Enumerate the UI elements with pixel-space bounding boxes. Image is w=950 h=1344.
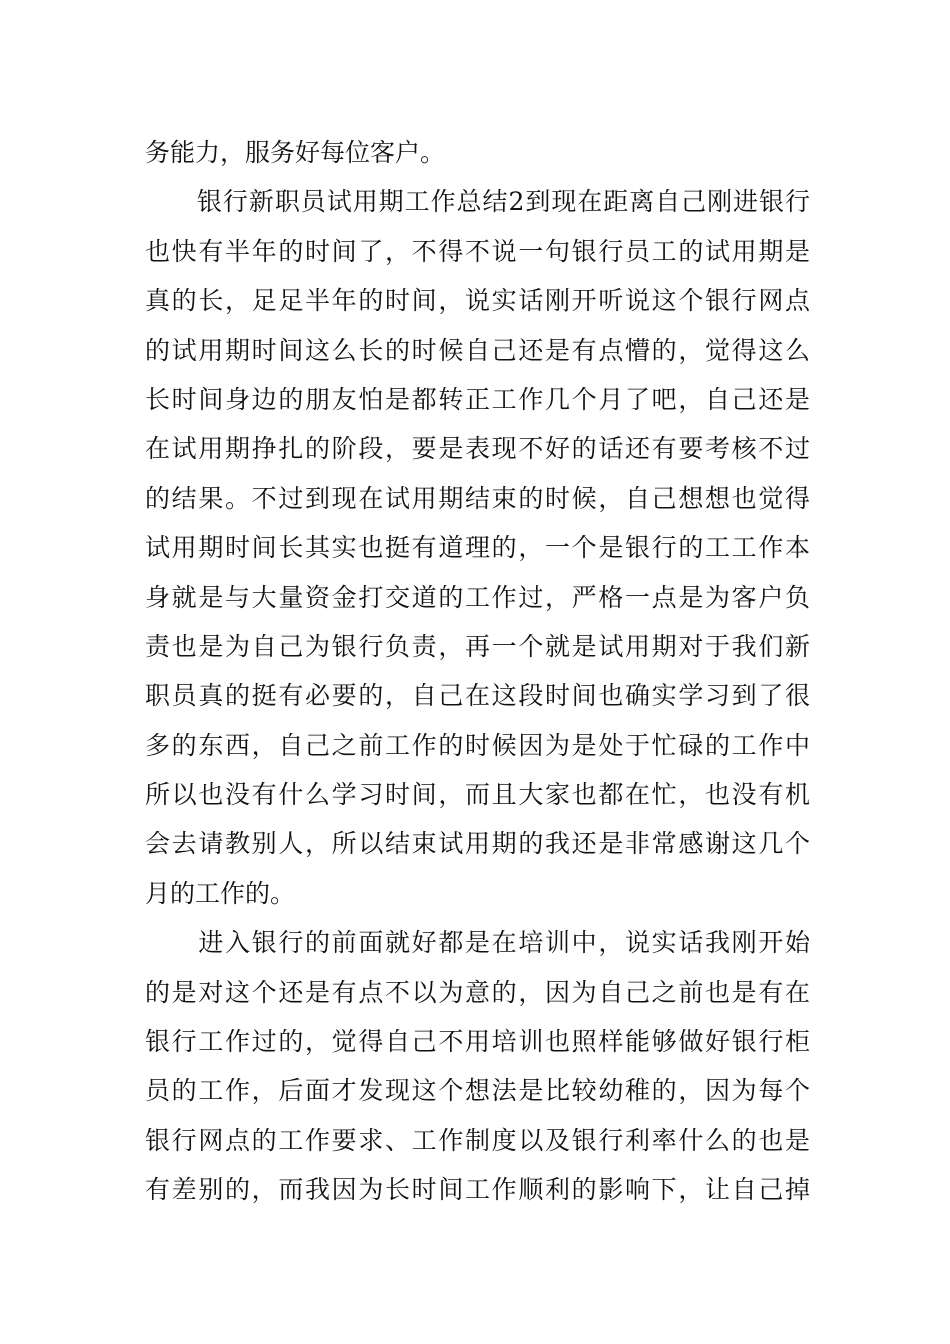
text-line: 员的工作，后面才发现这个想法是比较幼稚的，因为每个 xyxy=(145,1076,810,1106)
text-line: 务能力，服务好每位客户。 xyxy=(145,138,446,167)
text-line: 的结果。不过到现在试用期结束的时候，自己想想也觉得 xyxy=(145,483,810,513)
text-line: 银行工作过的，觉得自己不用培训也照样能够做好银行柜 xyxy=(145,1027,810,1057)
text-line: 试用期时间长其实也挺有道理的，一个是银行的工工作本 xyxy=(145,533,810,563)
text-line: 的试用期时间这么长的时候自己还是有点懵的，觉得这么 xyxy=(145,335,810,365)
text-line: 有差别的，而我因为长时间工作顺利的影响下，让自己掉 xyxy=(145,1175,810,1205)
text-line: 月的工作的。 xyxy=(145,878,296,908)
text-line: 职员真的挺有必要的，自己在这段时间也确实学习到了很 xyxy=(145,681,810,711)
text-line: 多的东西，自己之前工作的时候因为是处于忙碌的工作中 xyxy=(145,730,810,760)
text-line: 会去请教别人，所以结束试用期的我还是非常感谢这几个 xyxy=(145,829,810,859)
text-line: 责也是为自己为银行负责，再一个就是试用期对于我们新 xyxy=(145,631,810,661)
text-line: 银行新职员试用期工作总结2到现在距离自己刚进银行 xyxy=(145,187,810,217)
text-line: 在试用期挣扎的阶段，要是表现不好的话还有要考核不过 xyxy=(145,434,810,464)
body-text xyxy=(145,128,810,1215)
text-line: 也快有半年的时间了，不得不说一句银行员工的试用期是 xyxy=(145,236,810,266)
text-line: 的是对这个还是有点不以为意的，因为自己之前也是有在 xyxy=(145,977,810,1007)
text-line: 进入银行的前面就好都是在培训中，说实话我刚开始 xyxy=(145,928,810,958)
text-line: 真的长，足足半年的时间，说实话刚开听说这个银行网点 xyxy=(145,286,810,316)
text-line: 身就是与大量资金打交道的工作过，严格一点是为客户负 xyxy=(145,582,810,612)
text-line: 长时间身边的朋友怕是都转正工作几个月了吧，自己还是 xyxy=(145,384,810,414)
text-line: 银行网点的工作要求、工作制度以及银行利率什么的也是 xyxy=(145,1125,810,1155)
text-line: 所以也没有什么学习时间，而且大家也都在忙，也没有机 xyxy=(145,780,810,810)
